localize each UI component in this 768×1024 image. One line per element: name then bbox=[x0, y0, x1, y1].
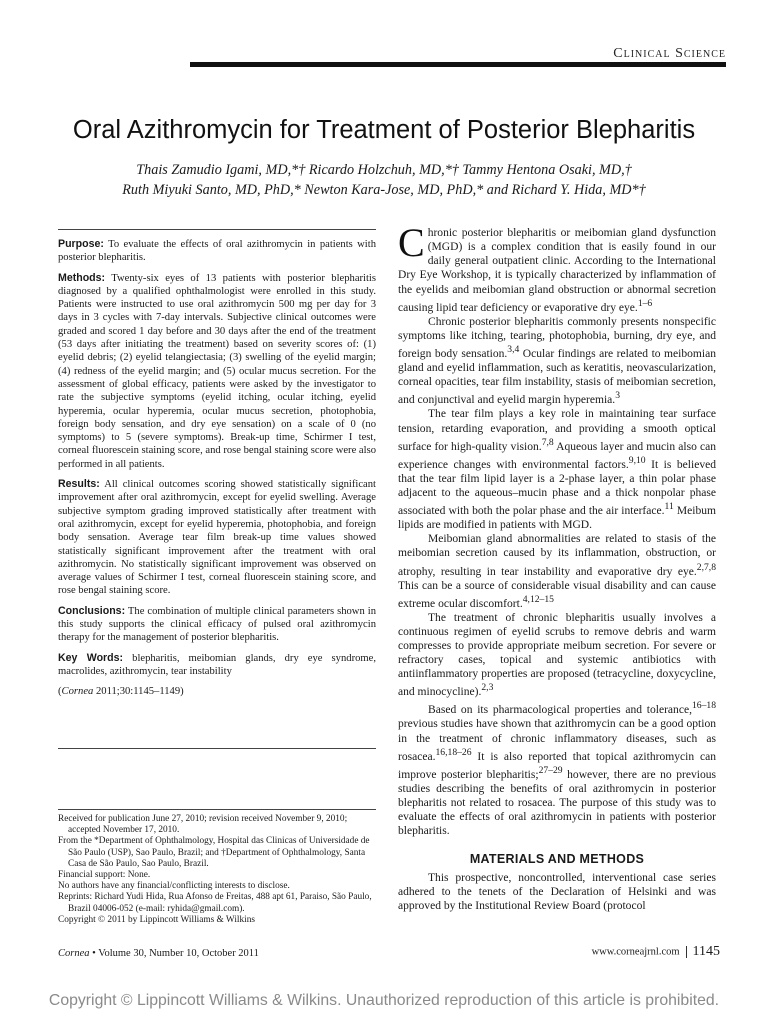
abstract-methods bbox=[58, 272, 376, 471]
footer-journal-name: Cornea bbox=[58, 948, 90, 959]
footer-url[interactable]: www.corneajrnl.com bbox=[591, 946, 680, 958]
footnote-support: Financial support: None. bbox=[58, 870, 151, 881]
footnote-conflicts: No authors have any financial/conflicting interests to disclose. bbox=[58, 881, 290, 892]
abstract-citation: (Cornea 2011;30:1145–1149) bbox=[58, 686, 184, 698]
body-paragraph-6: Based on its pharmacological properties and tolerance,$^{16-18}$ previous studies have shown that azithromycin can be a good option in the treatment of chronic inflammatory diseases, such as rosacea.$^{16,18-26}$ It is also reported that topical azithromycin can improve posterior blepharitis;$^{27-29}$ however, there are no previous studies describing the benefits of oral azithromycin in posterior blepharitis not related to rosacea. The purpose of this study was to evaluate the effects of oral azithromycin in patients with posterior blepharitis. bbox=[398, 700, 716, 838]
footnote-reprints: Reprints: Richard Yudi Hida, Rua Afonso de Freitas, 488 apt 61, Paraiso, São Paulo, Brazil 04006-052 (e-mail: ryhida@gmail.com). bbox=[58, 892, 372, 914]
results-label: Results: bbox=[58, 478, 100, 491]
drop-cap: C bbox=[398, 220, 425, 265]
conclusions-text: The combination of multiple clinical parameters shown in this study supports the clinical efficacy of pulsed oral azithromycin therapy for the management of posterior blepharitis. bbox=[58, 605, 376, 644]
footnote-received: Received for publication June 27, 2010; revision received November 9, 2010; accepted November 17, 2010. bbox=[58, 814, 348, 836]
footer-issue: • Volume 30, Number 10, October 2011 bbox=[89, 948, 259, 959]
keywords-text: blepharitis, meibomian glands, dry eye syndrome, macrolides, azithromycin, tear instability bbox=[58, 652, 376, 677]
footnotes bbox=[58, 814, 376, 926]
abstract bbox=[58, 238, 376, 706]
body-paragraph-2: Chronic posterior blepharitis commonly presents nonspecific symptoms like itching, tearing, photophobia, burning, dry eye, and foreign body sensation.$^{3,4}$ Ocular findings are related to meibomian gland and eyelid inflammation, such as keratitis, neovascularization, corneal opacities, tear film instability, stasis of meibomian secretion, and conjunctival and eyelid margin hyperemia.$^3$ bbox=[398, 315, 716, 407]
author-list bbox=[0, 160, 768, 200]
footer-page-info bbox=[592, 944, 720, 960]
footnote-rule bbox=[58, 809, 376, 810]
keywords-label: Key Words: bbox=[58, 651, 124, 664]
purpose-label: Purpose: bbox=[58, 238, 104, 250]
authors-line-1: Thais Zamudio Igami, MD,*† Ricardo Holzchuh, MD,*† Tammy Hentona Osaki, MD,† bbox=[136, 162, 632, 178]
citation-volume: 2011;30:1145–1149) bbox=[95, 686, 184, 698]
footer-divider bbox=[686, 946, 687, 958]
purpose-text: To evaluate the effects of oral azithromycin in patients with posterior blepharitis. bbox=[58, 239, 376, 264]
results-text: All clinical outcomes scoring showed statistically significant improvement after oral azithromycin, except for eyelid swelling. Average subjective symptom grading improved statistically after treatment with oral azithromycin, except for eyelid hyperemia, photophobia, and foreign body sensation. Average tear film break-up time values showed statistically significant improvement after the treatment with oral azithromycin. No statistically significant improvement was observed on average values of Schirmer I test, corneal fluorescein staining score, and rose bengal staining score. bbox=[58, 479, 376, 597]
body-paragraph-3: The tear film plays a key role in maintaining tear surface tension, retarding evaporation, and providing a smooth optical surface for high-quality vision.$^{7,8}$ Aqueous layer and mucin also can experience changes with environmental factors.$^{9,10}$ It is believed that the tear film lipid layer is a 2-phase layer, a thin polar phase adjacent to the aqueous–mucin phase and a thick nonpolar phase associated with both the polar phase and the air interface.$^{11}$ Meibum lipids are modified in patients with MGD. bbox=[398, 408, 716, 532]
body-paragraph-4: Meibomian gland abnormalities are related to stasis of the meibomian secretion caused by its inflammation, obstruction, or atrophy, resulting in tear instability and evaporative dry eye.$^{2,7,8}$ This can be a source of considerable visual disability and can cause extreme ocular discomfort.$^{4,12-15}$ bbox=[398, 533, 716, 610]
abstract-conclusions bbox=[58, 605, 376, 645]
methods-label: Methods: bbox=[58, 271, 106, 284]
conclusions-label: Conclusions: bbox=[58, 604, 126, 617]
citation-journal: Cornea bbox=[61, 686, 94, 698]
abstract-top-rule bbox=[58, 229, 376, 230]
body-paragraph-7: This prospective, noncontrolled, interventional case series adhered to the tenets of the Declaration of Helsinki and was approved by the Institutional Review Board (protocol bbox=[398, 871, 716, 912]
footnote-copyright: Copyright © 2011 by Lippincott Williams & Wilkins bbox=[58, 914, 255, 925]
body-column bbox=[398, 220, 716, 913]
body-paragraph-1: Chronic posterior blepharitis or meibomian gland dysfunction (MGD) is a complex condition that is easily found in our daily general outpatient clinic. According to the International Dry Eye Workshop, it is typically characterized by inflammation of the eyelids and meibomian gland obstruction or abnormal secretion causing lipid tear deficiency or evaporative dry eye.$^{1-6}$ bbox=[398, 220, 716, 314]
abstract-results bbox=[58, 478, 376, 598]
footer-journal-info bbox=[58, 948, 259, 959]
abstract-keywords bbox=[58, 652, 376, 679]
methods-text: Twenty-six eyes of 13 patients with posterior blepharitis diagnosed by a qualified ophthalmologist were enrolled in this study. Patients were instructed to use oral azithromycin 500 mg per day for 3 days in 3 cycles with 7-day intervals. Subjective clinical outcomes were graded and scored 1 day before and 30 days after the end of the treatment (53 days after initiating the treatment) based on severity scores of: (1) eyelid debris; (2) eyelid telangiectasia; (3) swelling of the eyelid margin; (4) redness of the eyelid margin; and (5) ocular mucus secretion. For the assessment of global efficacy, patients were asked by the investigator to rate the subjective symptoms (eyelid itching, ocular itching, eyelid hyperemia, ocular hyperemia, ocular mucus secretion, photophobia, foreign body sensation, and dry eye sensation) on a scale of 0 (no symptoms) to 5 (severe symptoms). Break-up time, Schirmer I test, corneal fluorescein staining score, and rose bengal staining score were also performed in all patients. bbox=[58, 272, 376, 470]
methods-heading: MATERIALS AND METHODS bbox=[469, 852, 645, 867]
page-number: 1145 bbox=[692, 944, 720, 959]
authors-line-2: Ruth Miyuki Santo, MD, PhD,* Newton Kara-Jose, MD, PhD,* and Richard Y. Hida, MD*† bbox=[122, 182, 646, 198]
header-rule bbox=[190, 62, 726, 67]
abstract-purpose bbox=[58, 238, 376, 265]
copyright-banner: Copyright © Lippincott Williams & Wilkins. Unauthorized reproduction of this article is prohibited. bbox=[48, 992, 720, 1009]
abstract-bottom-rule bbox=[58, 748, 376, 749]
article-title: Oral Azithromycin for Treatment of Posterior Blepharitis bbox=[72, 116, 696, 144]
section-label: Clinical Science bbox=[613, 46, 726, 61]
body-paragraph-5: The treatment of chronic blepharitis usually involves a continuous regimen of eyelid scrubs to remove debris and warm compresses to provide appropriate meibum secretion. For severe or refractory cases, topical and systemic antibiotics with antiinflammatory properties are proposed (tetracycline, doxycycline, and minocycline).$^{2,3}$ bbox=[398, 611, 716, 699]
footnote-affiliations: From the *Department of Ophthalmology, Hospital das Clinicas of Universidade de São Paulo (USP), Sao Paulo, Brazil; and †Department of Ophthalmology, Santa Casa de São Paulo, Sao Paulo, Brazil. bbox=[58, 836, 370, 869]
